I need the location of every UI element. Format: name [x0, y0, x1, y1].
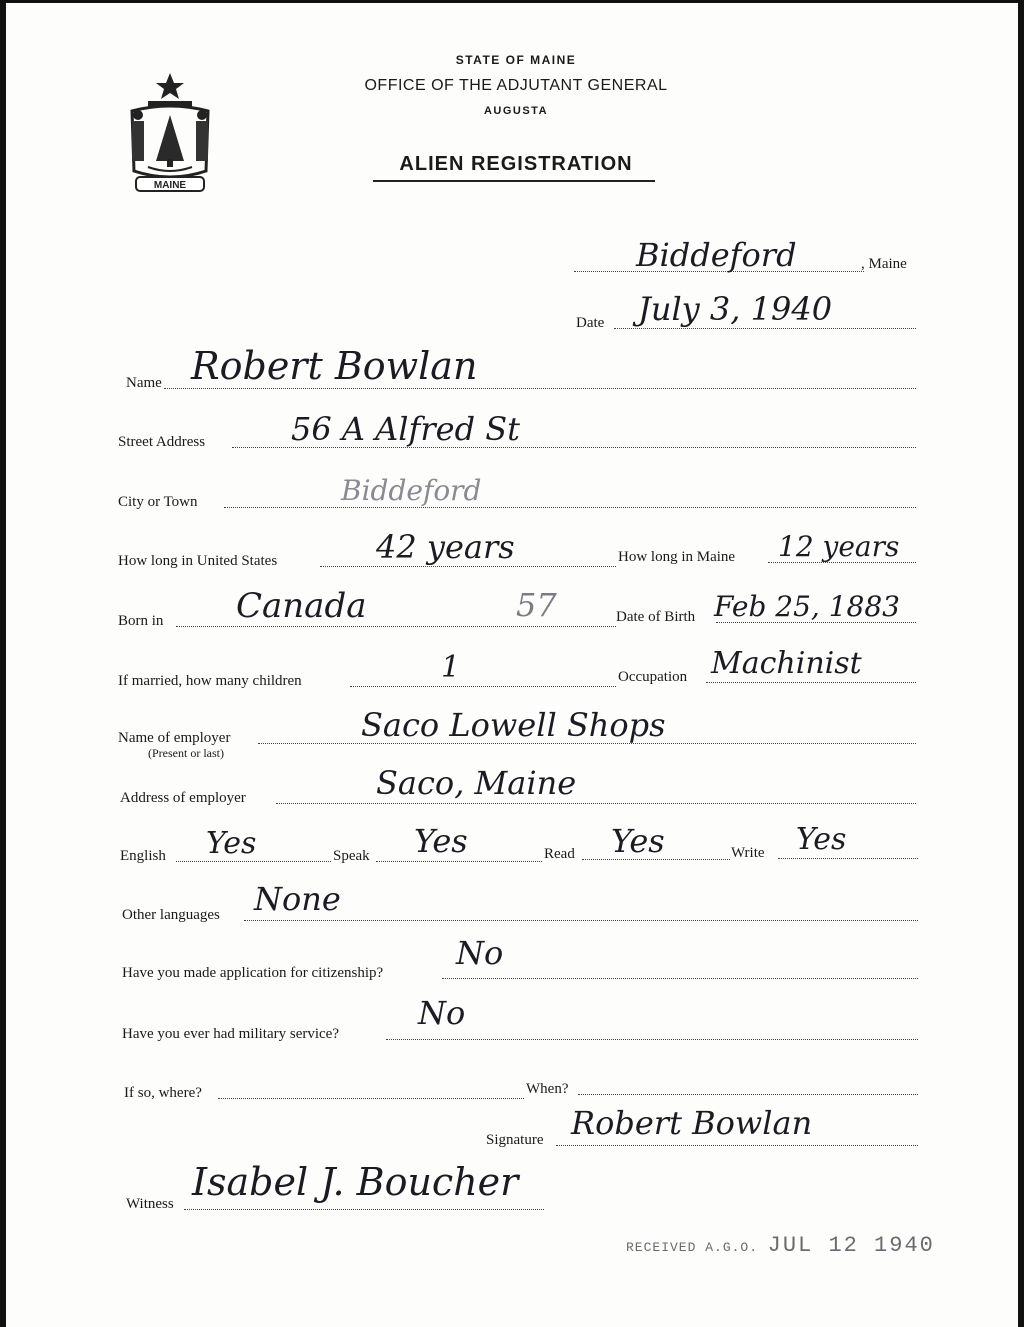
other-languages-line [244, 920, 918, 921]
citizenship-label: Have you made application for citizenship? [122, 965, 384, 981]
place-value: Biddeford [636, 236, 797, 274]
military-value: No [418, 994, 466, 1032]
age-note-value: 57 [516, 586, 557, 624]
form-title: ALIEN REGISTRATION [399, 153, 633, 175]
received-stamp-text: RECEIVED A.G.O. [626, 1240, 759, 1255]
other-languages-value: None [254, 880, 341, 918]
born-in-value: Canada [236, 586, 367, 626]
born-in-label: Born in [118, 613, 164, 629]
street-value: 56 A Alfred St [291, 410, 521, 448]
speak-label: Speak [333, 848, 370, 864]
state-seal-icon [118, 71, 222, 199]
signature-value: Robert Bowlan [571, 1104, 813, 1142]
when-line [578, 1094, 918, 1095]
street-label: Street Address [118, 434, 206, 450]
title-underline [373, 180, 655, 182]
header-city: AUGUSTA [483, 105, 549, 117]
children-label: If married, how many children [118, 673, 302, 689]
where-label: If so, where? [124, 1085, 202, 1101]
date-value: July 3, 1940 [638, 290, 833, 328]
employer-address-label: Address of employer [120, 790, 246, 806]
signature-label: Signature [486, 1132, 544, 1148]
witness-line [184, 1209, 544, 1210]
citizenship-value: No [456, 934, 504, 972]
occupation-line [706, 682, 916, 683]
write-label: Write [731, 845, 765, 861]
when-label: When? [526, 1081, 569, 1097]
children-value: 1 [441, 650, 461, 685]
employer-label: Name of employer [118, 730, 231, 746]
employer-value: Saco Lowell Shops [361, 706, 666, 744]
date-line [614, 328, 916, 329]
employer-note: (Present or last) [148, 746, 224, 760]
city-label: City or Town [118, 494, 198, 510]
city-line [224, 507, 916, 508]
children-line [350, 686, 616, 687]
citizenship-line [442, 978, 918, 979]
english-label: English [120, 848, 166, 864]
name-label: Name [126, 375, 162, 391]
write-value: Yes [796, 822, 847, 857]
name-value: Robert Bowlan [191, 344, 478, 388]
english-line [176, 861, 331, 862]
date-label: Date [576, 315, 605, 331]
how-long-us-value: 42 years [376, 528, 515, 566]
signature-line [556, 1145, 918, 1146]
witness-label: Witness [126, 1196, 174, 1212]
occupation-value: Machinist [711, 646, 862, 681]
how-long-us-line [320, 566, 616, 567]
dob-label: Date of Birth [616, 609, 696, 625]
military-line [386, 1039, 918, 1040]
other-languages-label: Other languages [122, 907, 220, 923]
where-line [218, 1098, 524, 1099]
received-stamp [626, 1233, 935, 1258]
write-line [778, 858, 918, 859]
seal-banner-text: MAINE [153, 180, 187, 191]
read-label: Read [544, 846, 575, 862]
read-value: Yes [611, 822, 665, 860]
how-long-maine-value: 12 years [778, 530, 900, 563]
speak-line [376, 861, 542, 862]
city-value: Biddeford [341, 474, 482, 507]
header-state: STATE OF MAINE [455, 53, 577, 67]
header-office: OFFICE OF THE ADJUTANT GENERAL [364, 77, 668, 94]
how-long-us-label: How long in United States [118, 553, 278, 569]
dob-value: Feb 25, 1883 [714, 590, 900, 623]
how-long-maine-label: How long in Maine [618, 549, 736, 565]
witness-value: Isabel J. Boucher [192, 1160, 519, 1204]
english-value: Yes [206, 826, 257, 861]
occupation-label: Occupation [618, 669, 688, 685]
received-stamp-date: JUL 12 1940 [767, 1233, 935, 1258]
military-label: Have you ever had military service? [122, 1026, 339, 1042]
born-in-line [176, 626, 616, 627]
maine-label: , Maine [861, 256, 907, 272]
employer-address-line [276, 803, 916, 804]
speak-value: Yes [414, 822, 468, 860]
name-line [164, 388, 916, 389]
employer-address-value: Saco, Maine [376, 764, 577, 802]
